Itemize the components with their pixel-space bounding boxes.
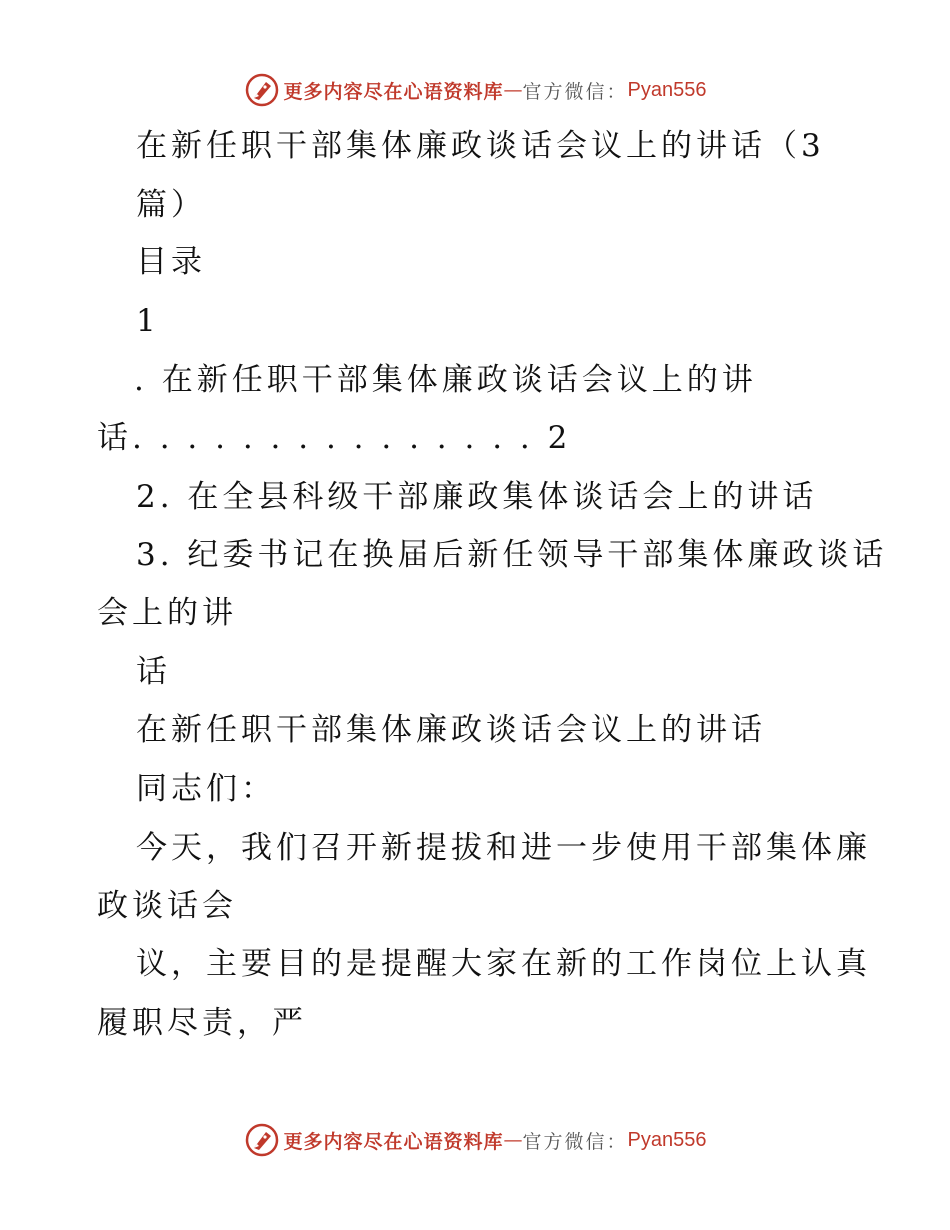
watermark-wechat-label: 官方微信： [522, 80, 628, 103]
toc-item-1-number: 1 [136, 303, 160, 339]
paragraph-2-line-1: 议，主要目的是提醒大家在新的工作岗位上认真 [136, 946, 871, 982]
paragraph-1-line-2: 政谈话会 [97, 888, 237, 924]
watermark-dash: — [503, 79, 523, 101]
watermark-wechat-label: 官方微信： [522, 1130, 628, 1153]
toc-item-3-line-1: 3. 纪委书记在换届后新任领导干部集体廉政谈话 [136, 537, 888, 573]
salutation: 同志们： [136, 771, 276, 807]
toc-heading: 目录 [136, 244, 206, 280]
footer-watermark [0, 1120, 950, 1160]
toc-item-2: 2. 在全县科级干部廉政集体谈话会上的讲话 [136, 479, 818, 515]
watermark-site-text: 更多内容尽在心语资料库 [283, 1130, 504, 1153]
toc-item-1-tail: 话. . . . . . . . . . . . . . . 2 [97, 420, 572, 456]
section-title: 在新任职干部集体廉政谈话会议上的讲话 [136, 712, 766, 748]
watermark-wechat-id: Pyan556 [627, 78, 707, 101]
toc-item-3-line-2: 会上的讲 [97, 595, 237, 631]
document-title-line-1: 在新任职干部集体廉政谈话会议上的讲话（3 [136, 128, 825, 164]
watermark-wechat-id: Pyan556 [627, 1128, 707, 1151]
toc-item-1-text: . 在新任职干部集体廉政谈话会议上的讲 [134, 362, 757, 398]
toc-item-3-line-3: 话 [136, 654, 171, 690]
document-title-line-2: 篇） [136, 187, 206, 223]
header-watermark [0, 70, 950, 110]
paragraph-1-line-1: 今天，我们召开新提拔和进一步使用干部集体廉 [136, 830, 871, 866]
paragraph-2-line-2: 履职尽责，严 [97, 1005, 307, 1041]
pen-nib-logo-icon [244, 72, 280, 108]
pen-nib-logo-icon [244, 1122, 280, 1158]
watermark-dash: — [503, 1129, 523, 1151]
watermark-site-text: 更多内容尽在心语资料库 [283, 80, 504, 103]
